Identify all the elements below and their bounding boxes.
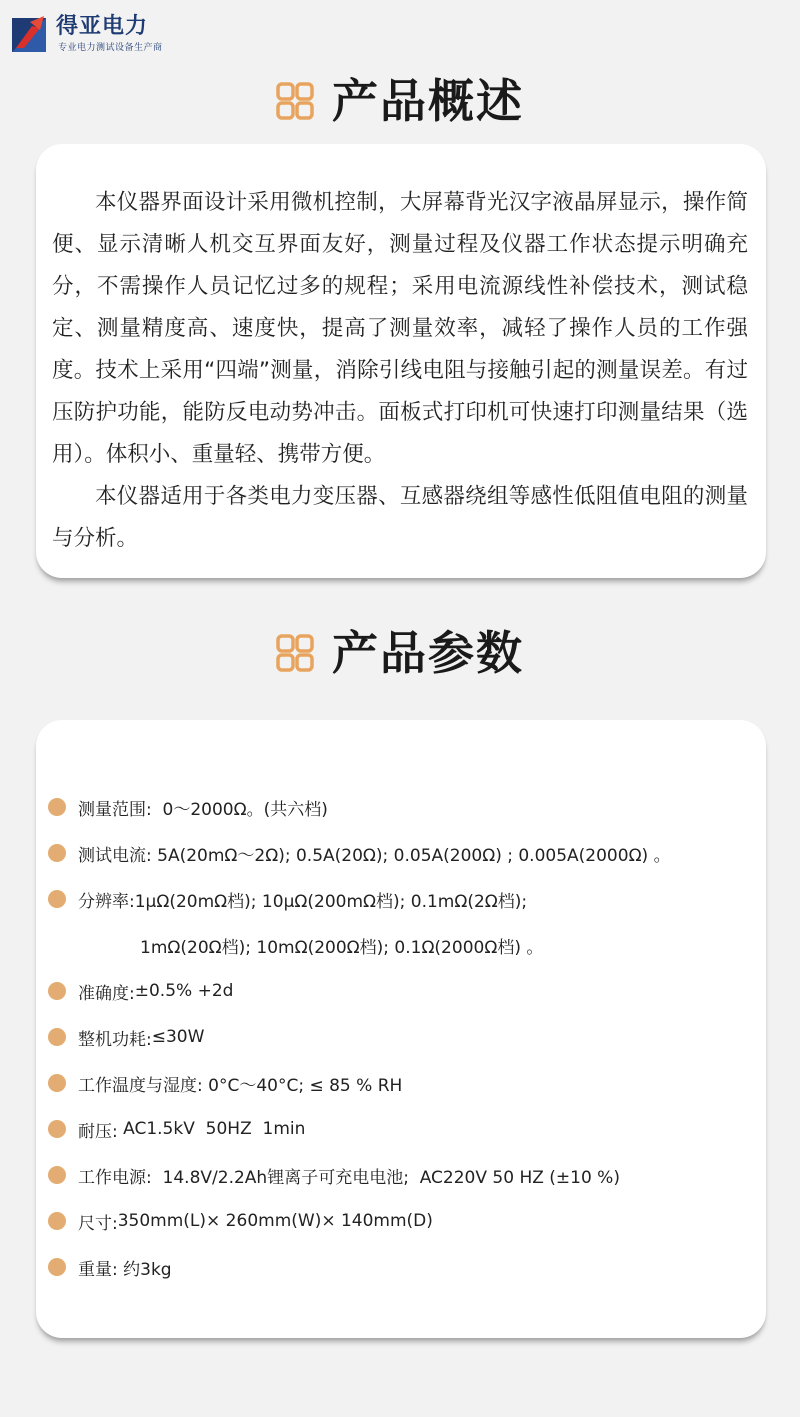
bullet-dot-icon xyxy=(48,1074,66,1092)
bullet-dot-icon xyxy=(48,1212,66,1230)
param-label: 整机功耗: xyxy=(78,1029,152,1050)
bullet-dot-icon xyxy=(48,844,66,862)
param-row xyxy=(48,1198,746,1244)
param-row xyxy=(48,1106,746,1152)
param-value: 14.8V/2.2Ah锂离子可充电电池; AC220V 50 HZ (±10 %) xyxy=(151,1167,620,1188)
param-label: 准确度: xyxy=(78,983,135,1004)
overview-title: 产品概述 xyxy=(332,74,524,128)
param-label: 测量范围: xyxy=(78,799,152,820)
param-label: 耐压: xyxy=(78,1121,118,1142)
brand-logo xyxy=(10,12,190,58)
param-row xyxy=(48,876,746,922)
param-value: 1mΩ(20Ω档); 10mΩ(200Ω档); 0.1Ω(2000Ω档) 。 xyxy=(140,937,544,958)
param-value: AC1.5kV 50HZ 1min xyxy=(117,1119,306,1139)
bullet-dot-icon xyxy=(48,982,66,1000)
params-card xyxy=(36,720,766,1338)
grid-four-icon xyxy=(276,82,314,120)
bullet-dot-icon xyxy=(48,1120,66,1138)
param-label: 工作电源: xyxy=(78,1167,152,1188)
param-label: 分辨率: xyxy=(78,891,135,912)
overview-paragraph: 本仪器适用于各类电力变压器、互感器绕组等感性低阻值电阻的测量与分析。 xyxy=(52,484,748,551)
param-value: 0°C～40°C; ≤ 85 % RH xyxy=(202,1075,403,1096)
overview-paragraph: 本仪器界面设计采用微机控制，大屏幕背光汉字液晶屏显示，操作简便、显示清晰人机交互界面友好，测量过程及仪器工作状态提示明确充分，不需操作人员记忆过多的规程；采用电流源线性补偿技术，测试稳定、测量精度高、速度快，提高了测量效率，减轻了操作人员的工作强度。技术上采用“四端”测量，消除引线电阻与接触引起的测量误差。有过压防护功能，能防反电动势冲击。面板式打印机可快速打印测量结果（选用）。体积小、重量轻、携带方便。 xyxy=(52,190,748,467)
params-title: 产品参数 xyxy=(332,626,524,680)
param-label: 重量: xyxy=(78,1259,118,1280)
bullet-dot-icon xyxy=(48,1166,66,1184)
param-label: 尺寸: xyxy=(78,1213,118,1234)
bullet-dot-icon xyxy=(48,1028,66,1046)
param-row xyxy=(48,1014,746,1060)
bullet-dot-icon xyxy=(48,890,66,908)
overview-section-header xyxy=(0,66,800,136)
param-row xyxy=(48,1244,746,1290)
param-row-continuation xyxy=(48,922,746,968)
param-label: 工作温度与湿度: xyxy=(78,1075,203,1096)
param-value: ≤30W xyxy=(151,1027,205,1047)
params-section-header xyxy=(0,618,800,688)
brand-logo-icon xyxy=(10,14,50,54)
grid-four-icon xyxy=(276,634,314,672)
brand-tagline: 专业电力测试设备生产商 xyxy=(58,43,163,53)
param-value: 5A(20mΩ～2Ω); 0.5A(20Ω); 0.05A(200Ω) ; 0.005A(2000Ω) 。 xyxy=(151,845,671,866)
param-row xyxy=(48,1152,746,1198)
param-row xyxy=(48,1060,746,1106)
param-value: 1μΩ(20mΩ档); 10μΩ(200mΩ档); 0.1mΩ(2Ω档); xyxy=(134,891,528,912)
param-row xyxy=(48,784,746,830)
param-value: 350mm(L)× 260mm(W)× 140mm(D) xyxy=(117,1211,433,1231)
param-value: ±0.5% +2d xyxy=(134,981,234,1001)
param-value: 约3kg xyxy=(117,1259,172,1280)
bullet-dot-icon xyxy=(48,1258,66,1276)
brand-name: 得亚电力 xyxy=(56,14,149,39)
param-row xyxy=(48,830,746,876)
param-row xyxy=(48,968,746,1014)
param-value: 0～2000Ω。(共六档) xyxy=(151,799,328,820)
param-label: 测试电流: xyxy=(78,845,152,866)
bullet-dot-icon xyxy=(48,798,66,816)
overview-card xyxy=(36,144,766,578)
